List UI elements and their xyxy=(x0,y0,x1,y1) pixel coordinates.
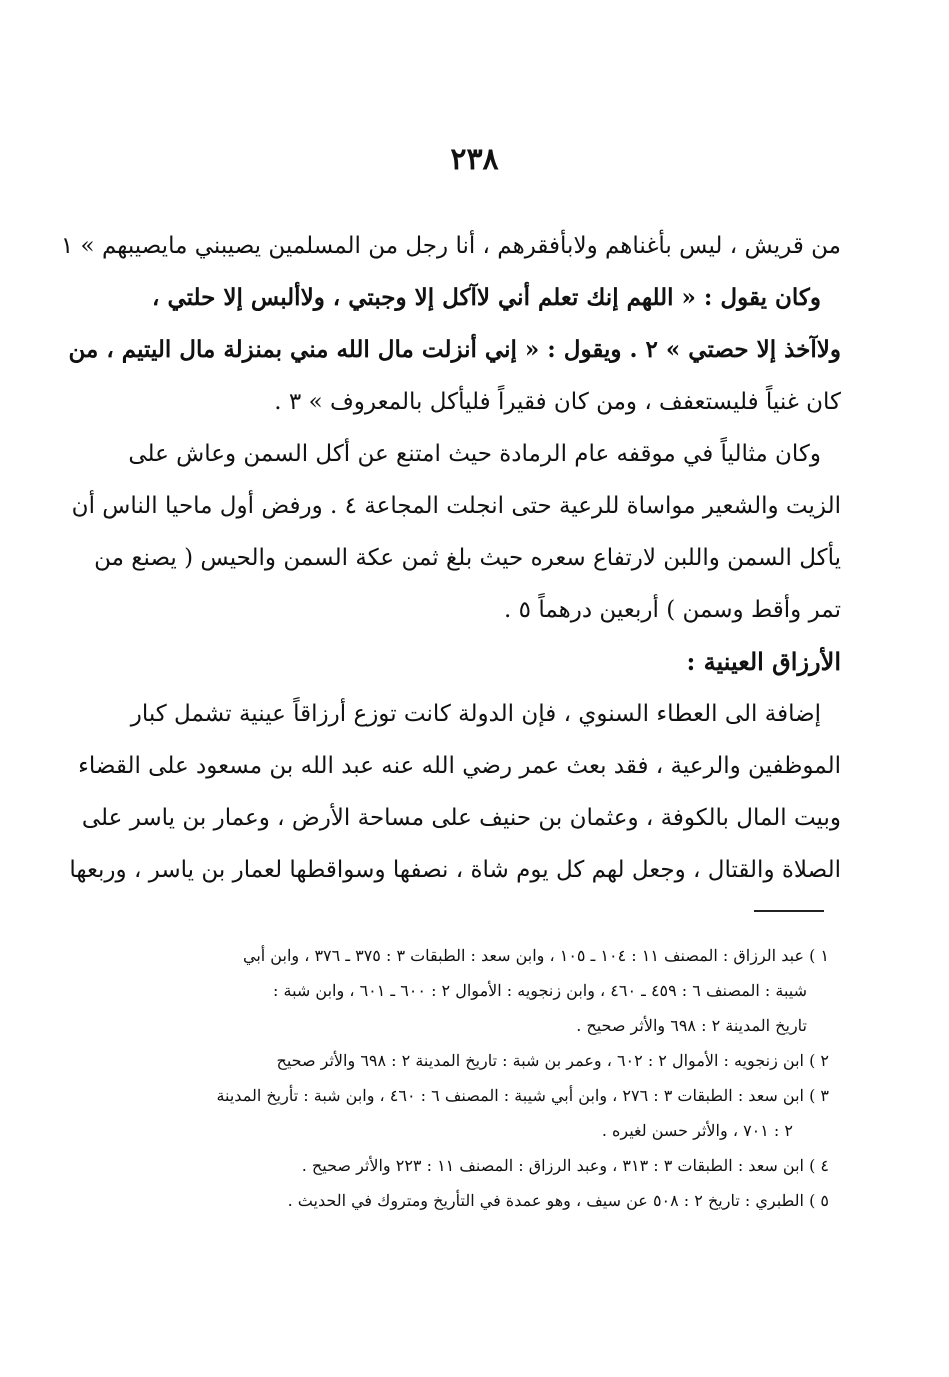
footnote-separator xyxy=(754,910,824,912)
footnote-line: ٢ : ٧٠١ ، والأثر حسن لغيره . xyxy=(601,1121,793,1140)
text-line: وبيت المال بالكوفة ، وعثمان بن حنيف على مساحة الأرض ، وعمار بن ياسر على xyxy=(81,805,841,831)
section-heading: الأرزاق العينية : xyxy=(686,647,841,676)
text-line: من قريش ، ليس بأغناهم ولابأفقرهم ، أنا رجل من المسلمين يصيبني مايصيبهم » ١ xyxy=(60,233,841,259)
footnote-line: ٥ ) الطبري : تاريخ ٢ : ٥٠٨ عن سيف ، وهو عمدة في التأريخ ومتروك في الحديث . xyxy=(287,1191,829,1210)
footnote-line: ٤ ) ابن سعد : الطبقات ٣ : ٣١٣ ، وعبد الرزاق : المصنف ١١ : ٢٢٣ والأثر صحيح . xyxy=(301,1156,829,1175)
footnote-line: شيبة : المصنف ٦ : ٤٥٩ ـ ٤٦٠ ، وابن زنجويه : الأموال ٢ : ٦٠٠ ـ ٦٠١ ، وابن شبة : xyxy=(273,981,807,1000)
text-line: الزيت والشعير مواساة للرعية حتى انجلت المجاعة ٤ . ورفض أول ماحيا الناس أن xyxy=(71,493,841,519)
text-line: كان غنياً فليستعفف ، ومن كان فقيراً فليأكل بالمعروف » ٣ . xyxy=(274,389,841,415)
text-line: إضافة الى العطاء السنوي ، فإن الدولة كانت توزع أرزاقاً عينية تشمل كبار xyxy=(130,701,821,727)
footnote-line: ١ ) عبد الرزاق : المصنف ١١ : ١٠٤ ـ ١٠٥ ، وابن سعد : الطبقات ٣ : ٣٧٥ ـ ٣٧٦ ، وابن أبي xyxy=(242,946,829,965)
text-line: ولاآخذ إلا حصتي » ٢ . ويقول : « إني أنزلت مال الله مني بمنزلة مال اليتيم ، من xyxy=(68,336,841,363)
footnote-line: تاريخ المدينة ٢ : ٦٩٨ والأثر صحيح . xyxy=(576,1016,807,1035)
footnotes xyxy=(109,938,829,1218)
page-number: ٢٣٨ xyxy=(450,142,499,177)
main-text xyxy=(60,220,841,896)
text-line: وكان مثالياً في موقفه عام الرمادة حيث امتنع عن أكل السمن وعاش على xyxy=(128,441,821,467)
footnote-line: ٢ ) ابن زنجويه : الأموال ٢ : ٦٠٢ ، وعمر بن شبة : تاريخ المدينة ٢ : ٦٩٨ والأثر صحيح xyxy=(276,1051,829,1070)
text-line: وكان يقول : « اللهم إنك تعلم أني لاآكل إلا وجبتي ، ولاألبس إلا حلتي ، xyxy=(152,284,821,311)
text-line: الموظفين والرعية ، فقد بعث عمر رضي الله عنه عبد الله بن مسعود على القضاء xyxy=(78,753,841,779)
text-line: يأكل السمن واللبن لارتفاع سعره حيث بلغ ثمن عكة السمن والحيس ( يصنع من xyxy=(94,545,841,571)
footnote-line: ٣ ) ابن سعد : الطبقات ٣ : ٢٧٦ ، وابن أبي شيبة : المصنف ٦ : ٤٦٠ ، وابن شبة : تأريخ المدينة xyxy=(216,1086,829,1105)
text-line: الصلاة والقتال ، وجعل لهم كل يوم شاة ، نصفها وسواقطها لعمار بن ياسر ، وربعها xyxy=(69,857,841,883)
text-line: تمر وأقط وسمن ) أربعين درهماً ٥ . xyxy=(504,597,841,623)
